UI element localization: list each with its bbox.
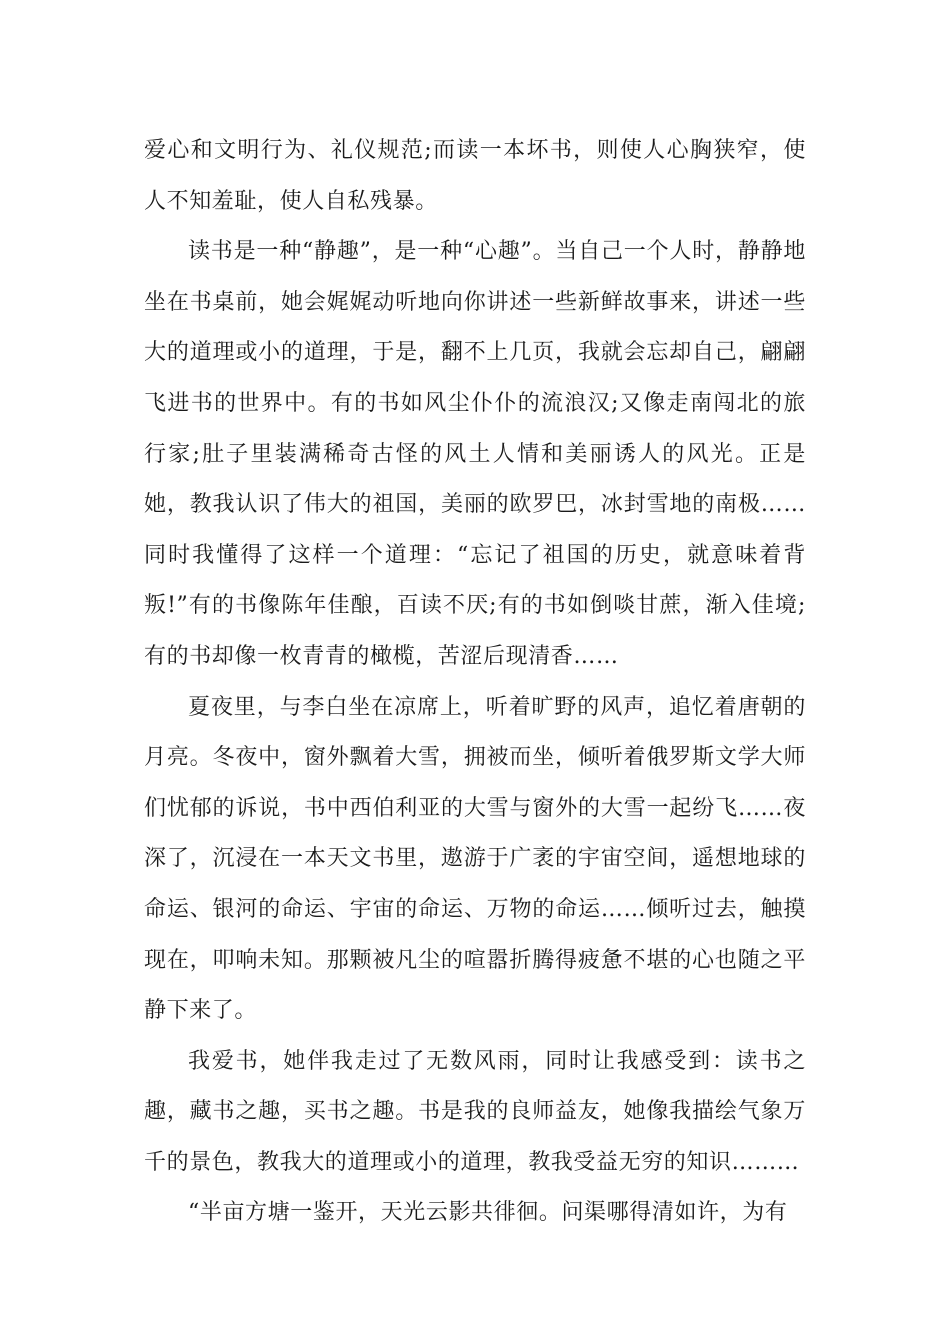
paragraph-reading-interest: 读书是一种“静趣”，是一种“心趣”。当自己一个人时，静静地坐在书桌前，她会娓娓动听地向你讲述一些新鲜故事来，讲述一些大的道理或小的道理，于是，翻不上几页，我就会忘却自己，翩翩飞进书的世界中。有的书如风尘仆仆的流浪汉;又像走南闯北的旅行家;肚子里装满稀奇古怪的风土人情和美丽诱人的风光。正是她，教我认识了伟大的祖国，美丽的欧罗巴，冰封雪地的南极……同时我懂得了这样一个道理：“忘记了祖国的历史，就意味着背叛!”有的书像陈年佳酿，百读不厌;有的书如倒啖甘蔗，渐入佳境;有的书却像一枚青青的橄榄，苦涩后现清香…… — [144, 239, 806, 669]
paragraph-poem-quote: “半亩方塘一鉴开，天光云影共徘徊。问渠哪得清如许，为有 — [188, 1200, 788, 1226]
paragraph-love-books: 我爱书，她伴我走过了无数风雨，同时让我感受到：读书之趣，藏书之趣，买书之趣。书是我的良师益友，她像我描绘气象万千的景色，教我大的道理或小的道理，教我受益无穷的知识……… — [144, 1048, 806, 1175]
paragraph-night-reading: 夏夜里，与李白坐在凉席上，听着旷野的风声，追忆着唐朝的月亮。冬夜中，窗外飘着大雪，拥被而坐，倾听着俄罗斯文学大师们忧郁的诉说，书中西伯利亚的大雪与窗外的大雪一起纷飞……夜深了，沉浸在一本天文书里，遨游于广袤的宇宙空间，遥想地球的命运、银河的命运、宇宙的命运、万物的命运……倾听过去，触摸现在，叩响未知。那颗被凡尘的喧嚣折腾得疲惫不堪的心也随之平静下来了。 — [144, 694, 806, 1024]
article-body — [144, 126, 806, 1239]
paragraph-continued: 爱心和文明行为、礼仪规范;而读一本坏书，则使人心胸狭窄，使人不知羞耻，使人自私残暴。 — [144, 138, 806, 214]
